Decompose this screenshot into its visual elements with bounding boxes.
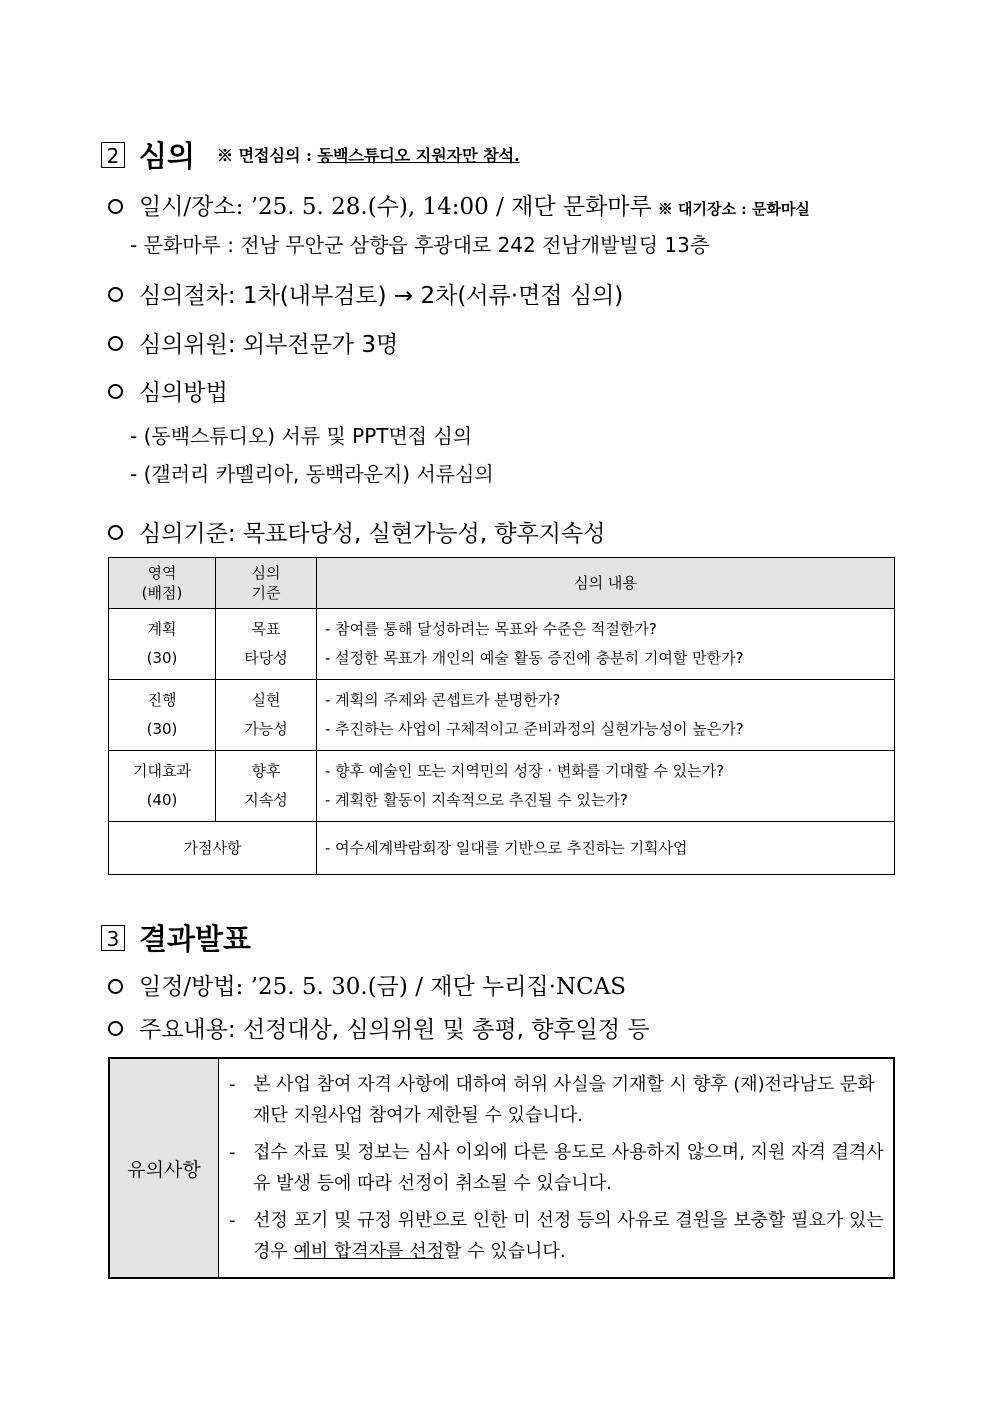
table-header-row [109, 558, 895, 609]
notice-text: 본 사업 참여 자격 사항에 대하여 허위 사실을 기재할 시 향후 (재)전라남도 문화재단 지원사업 참여가 제한될 수 있습니다. [253, 1074, 875, 1126]
section-number: 2 [101, 142, 125, 168]
waiting-place-note: ※ 대기장소 : 문화마실 [657, 200, 810, 218]
notice-item [229, 1069, 885, 1131]
bonus-text: - 여수세계박람회장 일대를 기반으로 추진하는 기획사업 [317, 822, 895, 875]
circle-bullet-icon [108, 287, 123, 302]
method-item: - (갤러리 카멜리아, 동백라운지) 서류심의 [130, 462, 494, 486]
notice-item [229, 1205, 885, 1267]
schedule-line [108, 188, 810, 221]
criteria-cell: 향후 지속성 [216, 751, 317, 822]
notice-text: 접수 자료 및 정보는 심사 이외에 다른 용도로 사용하지 않으며, 지원 자격 결격사유 발생 등에 따라 선정이 취소될 수 있습니다. [253, 1142, 884, 1194]
criteria-table [108, 557, 895, 875]
members-text: 심의위원: 외부전문가 3명 [139, 332, 399, 358]
announce-schedule-text: 일정/방법: ’25. 5. 30.(금) / 재단 누리집·NCAS [139, 974, 627, 1000]
interview-note [217, 146, 520, 165]
method-line [108, 374, 228, 407]
section-title: 심의 [139, 139, 196, 173]
notice-item [229, 1137, 885, 1199]
announce-content-text: 주요내용: 선정대상, 심의위원 및 총평, 향후일정 등 [139, 1017, 650, 1043]
reserve-selection-emphasis: 예비 합격자를 선정 [293, 1241, 445, 1262]
criteria-text: 심의기준: 목표타당성, 실현가능성, 향후지속성 [139, 521, 606, 547]
content-cell: - 참여를 통해 달성하려는 목표와 수준은 적절한가? - 설정한 목표가 개인의 예술 활동 증진에 충분히 기여할 만한가? [317, 609, 895, 680]
section-title: 결과발표 [139, 922, 252, 956]
bonus-label: 가점사항 [109, 822, 317, 875]
header-content: 심의 내용 [317, 558, 895, 609]
procedure-line [108, 277, 623, 310]
criteria-cell: 실현 가능성 [216, 680, 317, 751]
section-3-heading [101, 917, 251, 958]
table-row [109, 680, 895, 751]
notice-dash: - [229, 1142, 236, 1163]
procedure-text: 심의절차: 1차(내부검토) → 2차(서류·면접 심의) [139, 283, 624, 309]
table-row [109, 751, 895, 822]
notice-label: 유의사항 [109, 1058, 219, 1278]
criteria-line [108, 515, 605, 548]
circle-bullet-icon [108, 336, 123, 351]
header-criteria: 심의 기준 [216, 558, 317, 609]
notice-body [219, 1058, 895, 1278]
area-cell: 진행 (30) [109, 680, 216, 751]
circle-bullet-icon [108, 1021, 123, 1036]
announce-content-line [108, 1011, 650, 1044]
venue-address: - 문화마루 : 전남 무안군 삼향읍 후광대로 242 전남개발빌딩 13층 [130, 233, 710, 257]
method-text: 심의방법 [139, 380, 228, 406]
section-number: 3 [101, 925, 125, 951]
schedule-value: ’25. 5. 28.(수), 14:00 / 재단 문화마루 [250, 194, 652, 220]
interview-note-underlined: 동백스튜디오 지원자만 참석. [317, 146, 520, 165]
content-cell: - 계획의 주제와 콘셉트가 분명한가? - 추진하는 사업이 구체적이고 준비과정의 실현가능성이 높은가? [317, 680, 895, 751]
section-2-heading [101, 134, 520, 175]
method-item: - (동백스튜디오) 서류 및 PPT면접 심의 [130, 424, 473, 448]
members-line [108, 326, 398, 359]
notice-box [108, 1057, 895, 1279]
announce-schedule-line [108, 968, 626, 1001]
criteria-cell: 목표 타당성 [216, 609, 317, 680]
notice-text: 선정 포기 및 규정 위반으로 인한 미 선정 등의 사유로 결원을 보충할 필요가 있는 경우 예비 합격자를 선정할 수 있습니다. [253, 1210, 884, 1262]
circle-bullet-icon [108, 199, 123, 214]
header-area: 영역 (배점) [109, 558, 216, 609]
circle-bullet-icon [108, 525, 123, 540]
table-row-bonus [109, 822, 895, 875]
circle-bullet-icon [108, 979, 123, 994]
area-cell: 계획 (30) [109, 609, 216, 680]
notice-dash: - [229, 1074, 236, 1095]
content-cell: - 향후 예술인 또는 지역민의 성장 · 변화를 기대할 수 있는가? - 계획한 활동이 지속적으로 추진될 수 있는가? [317, 751, 895, 822]
table-row [109, 609, 895, 680]
interview-note-prefix: ※ 면접심의 : [217, 146, 318, 165]
notice-dash: - [229, 1210, 236, 1231]
circle-bullet-icon [108, 384, 123, 399]
schedule-label: 일시/장소: [139, 194, 251, 220]
area-cell: 기대효과 (40) [109, 751, 216, 822]
